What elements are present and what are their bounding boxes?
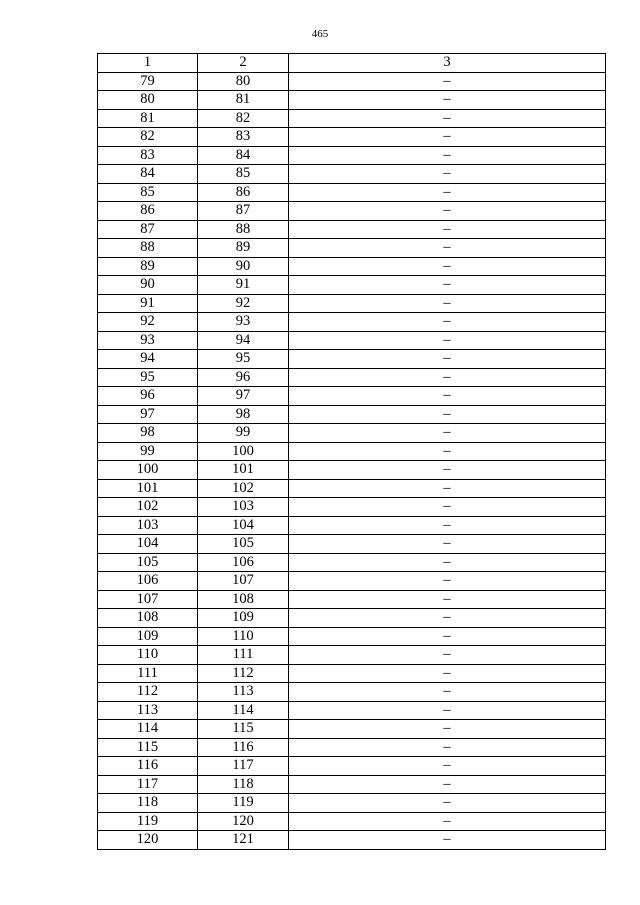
table-row — [98, 91, 606, 110]
table-row — [98, 609, 606, 628]
table-cell-col-2: 98 — [198, 405, 289, 424]
table-cell-col-2: 112 — [198, 664, 289, 683]
table-cell-col-3: – — [289, 831, 606, 850]
column-header-3: 3 — [289, 54, 606, 73]
table-cell-col-3: – — [289, 313, 606, 332]
table-cell-col-2: 83 — [198, 128, 289, 147]
table-cell-col-1: 107 — [98, 590, 198, 609]
table-cell-col-2: 119 — [198, 794, 289, 813]
table-cell-col-3: – — [289, 757, 606, 776]
table-row — [98, 109, 606, 128]
table-row — [98, 757, 606, 776]
table-header-row — [98, 54, 606, 73]
table-row — [98, 701, 606, 720]
table-cell-col-1: 104 — [98, 535, 198, 554]
table-row — [98, 72, 606, 91]
table-cell-col-2: 108 — [198, 590, 289, 609]
table-cell-col-3: – — [289, 405, 606, 424]
table-cell-col-1: 90 — [98, 276, 198, 295]
table-cell-col-2: 89 — [198, 239, 289, 258]
table-cell-col-2: 80 — [198, 72, 289, 91]
table-row — [98, 683, 606, 702]
table-row — [98, 405, 606, 424]
table-row — [98, 220, 606, 239]
table-cell-col-3: – — [289, 627, 606, 646]
column-header-2: 2 — [198, 54, 289, 73]
table-cell-col-1: 108 — [98, 609, 198, 628]
table-row — [98, 498, 606, 517]
table-cell-col-1: 79 — [98, 72, 198, 91]
table-cell-col-2: 96 — [198, 368, 289, 387]
table-cell-col-1: 112 — [98, 683, 198, 702]
table-cell-col-2: 120 — [198, 812, 289, 831]
table-cell-col-1: 114 — [98, 720, 198, 739]
table-cell-col-1: 110 — [98, 646, 198, 665]
table-row — [98, 553, 606, 572]
table-cell-col-3: – — [289, 183, 606, 202]
table-cell-col-3: – — [289, 424, 606, 443]
table-cell-col-1: 102 — [98, 498, 198, 517]
table-cell-col-1: 86 — [98, 202, 198, 221]
table-header — [98, 54, 606, 73]
table-body — [98, 72, 606, 849]
table-cell-col-3: – — [289, 664, 606, 683]
table-row — [98, 350, 606, 369]
table-cell-col-3: – — [289, 257, 606, 276]
table-row — [98, 720, 606, 739]
table-row — [98, 461, 606, 480]
table-cell-col-1: 89 — [98, 257, 198, 276]
table-cell-col-1: 96 — [98, 387, 198, 406]
table-row — [98, 165, 606, 184]
table-cell-col-2: 115 — [198, 720, 289, 739]
table-cell-col-3: – — [289, 220, 606, 239]
table-cell-col-1: 87 — [98, 220, 198, 239]
table-cell-col-1: 115 — [98, 738, 198, 757]
table-row — [98, 572, 606, 591]
table-row — [98, 239, 606, 258]
table-row — [98, 590, 606, 609]
table-cell-col-3: – — [289, 109, 606, 128]
table-cell-col-2: 116 — [198, 738, 289, 757]
table-cell-col-1: 111 — [98, 664, 198, 683]
table-cell-col-2: 82 — [198, 109, 289, 128]
table-cell-col-1: 85 — [98, 183, 198, 202]
table-cell-col-1: 83 — [98, 146, 198, 165]
table-row — [98, 331, 606, 350]
table-cell-col-3: – — [289, 775, 606, 794]
table-cell-col-1: 101 — [98, 479, 198, 498]
table-cell-col-2: 92 — [198, 294, 289, 313]
table-cell-col-3: – — [289, 276, 606, 295]
table-row — [98, 294, 606, 313]
table-row — [98, 368, 606, 387]
table-cell-col-3: – — [289, 516, 606, 535]
table-cell-col-3: – — [289, 91, 606, 110]
table-cell-col-2: 118 — [198, 775, 289, 794]
table-cell-col-2: 88 — [198, 220, 289, 239]
table-cell-col-1: 119 — [98, 812, 198, 831]
table-cell-col-1: 82 — [98, 128, 198, 147]
table-cell-col-1: 106 — [98, 572, 198, 591]
table-cell-col-1: 80 — [98, 91, 198, 110]
table-cell-col-3: – — [289, 239, 606, 258]
table-row — [98, 313, 606, 332]
data-table — [97, 53, 606, 850]
table-row — [98, 146, 606, 165]
table-cell-col-2: 109 — [198, 609, 289, 628]
table-cell-col-2: 103 — [198, 498, 289, 517]
table-cell-col-3: – — [289, 165, 606, 184]
table-cell-col-3: – — [289, 387, 606, 406]
table-cell-col-2: 100 — [198, 442, 289, 461]
table-cell-col-3: – — [289, 701, 606, 720]
table-cell-col-3: – — [289, 794, 606, 813]
table-row — [98, 128, 606, 147]
table-row — [98, 257, 606, 276]
table-cell-col-2: 104 — [198, 516, 289, 535]
table-cell-col-3: – — [289, 498, 606, 517]
table-cell-col-2: 105 — [198, 535, 289, 554]
table-cell-col-3: – — [289, 479, 606, 498]
table-cell-col-3: – — [289, 202, 606, 221]
table-cell-col-3: – — [289, 350, 606, 369]
table-cell-col-2: 102 — [198, 479, 289, 498]
table-cell-col-2: 106 — [198, 553, 289, 572]
table-row — [98, 387, 606, 406]
table-row — [98, 479, 606, 498]
table-row — [98, 183, 606, 202]
table-cell-col-2: 97 — [198, 387, 289, 406]
column-header-1: 1 — [98, 54, 198, 73]
table-cell-col-2: 84 — [198, 146, 289, 165]
table-cell-col-3: – — [289, 720, 606, 739]
table-row — [98, 831, 606, 850]
table-cell-col-3: – — [289, 553, 606, 572]
table-cell-col-1: 117 — [98, 775, 198, 794]
table-cell-col-2: 107 — [198, 572, 289, 591]
table-row — [98, 812, 606, 831]
table-cell-col-2: 91 — [198, 276, 289, 295]
table-cell-col-3: – — [289, 535, 606, 554]
table-cell-col-3: – — [289, 683, 606, 702]
table-cell-col-2: 81 — [198, 91, 289, 110]
table-cell-col-2: 111 — [198, 646, 289, 665]
table-cell-col-1: 93 — [98, 331, 198, 350]
table-cell-col-2: 87 — [198, 202, 289, 221]
table-cell-col-1: 91 — [98, 294, 198, 313]
table-cell-col-1: 98 — [98, 424, 198, 443]
table-cell-col-3: – — [289, 738, 606, 757]
table-cell-col-1: 88 — [98, 239, 198, 258]
table-row — [98, 646, 606, 665]
table-row — [98, 202, 606, 221]
table-cell-col-2: 95 — [198, 350, 289, 369]
table-cell-col-1: 84 — [98, 165, 198, 184]
table-cell-col-2: 113 — [198, 683, 289, 702]
table-cell-col-3: – — [289, 646, 606, 665]
table-row — [98, 442, 606, 461]
table-cell-col-1: 109 — [98, 627, 198, 646]
table-cell-col-1: 95 — [98, 368, 198, 387]
table-row — [98, 664, 606, 683]
page-number: 465 — [311, 28, 329, 40]
table-row — [98, 276, 606, 295]
table-cell-col-3: – — [289, 294, 606, 313]
table-cell-col-1: 120 — [98, 831, 198, 850]
table-cell-col-2: 114 — [198, 701, 289, 720]
table-row — [98, 627, 606, 646]
table-cell-col-3: – — [289, 72, 606, 91]
table-row — [98, 738, 606, 757]
table-cell-col-1: 118 — [98, 794, 198, 813]
table-cell-col-3: – — [289, 128, 606, 147]
table-cell-col-1: 105 — [98, 553, 198, 572]
table-cell-col-2: 121 — [198, 831, 289, 850]
table-cell-col-2: 90 — [198, 257, 289, 276]
table-cell-col-3: – — [289, 442, 606, 461]
table-cell-col-2: 94 — [198, 331, 289, 350]
table-cell-col-3: – — [289, 461, 606, 480]
table-cell-col-2: 117 — [198, 757, 289, 776]
table-row — [98, 535, 606, 554]
table-cell-col-3: – — [289, 609, 606, 628]
table-cell-col-1: 103 — [98, 516, 198, 535]
table-cell-col-2: 101 — [198, 461, 289, 480]
table-cell-col-3: – — [289, 812, 606, 831]
table-cell-col-3: – — [289, 331, 606, 350]
table-cell-col-1: 99 — [98, 442, 198, 461]
table-cell-col-1: 100 — [98, 461, 198, 480]
table-cell-col-2: 86 — [198, 183, 289, 202]
table-cell-col-1: 113 — [98, 701, 198, 720]
table-cell-col-1: 116 — [98, 757, 198, 776]
table-cell-col-2: 85 — [198, 165, 289, 184]
table-row — [98, 775, 606, 794]
table-cell-col-3: – — [289, 590, 606, 609]
table-row — [98, 516, 606, 535]
table-cell-col-3: – — [289, 146, 606, 165]
table-cell-col-2: 93 — [198, 313, 289, 332]
table-cell-col-2: 110 — [198, 627, 289, 646]
table-cell-col-1: 97 — [98, 405, 198, 424]
table-cell-col-2: 99 — [198, 424, 289, 443]
table-cell-col-1: 81 — [98, 109, 198, 128]
table-row — [98, 424, 606, 443]
table-cell-col-3: – — [289, 368, 606, 387]
table-cell-col-1: 92 — [98, 313, 198, 332]
table-cell-col-3: – — [289, 572, 606, 591]
table-row — [98, 794, 606, 813]
table-cell-col-1: 94 — [98, 350, 198, 369]
